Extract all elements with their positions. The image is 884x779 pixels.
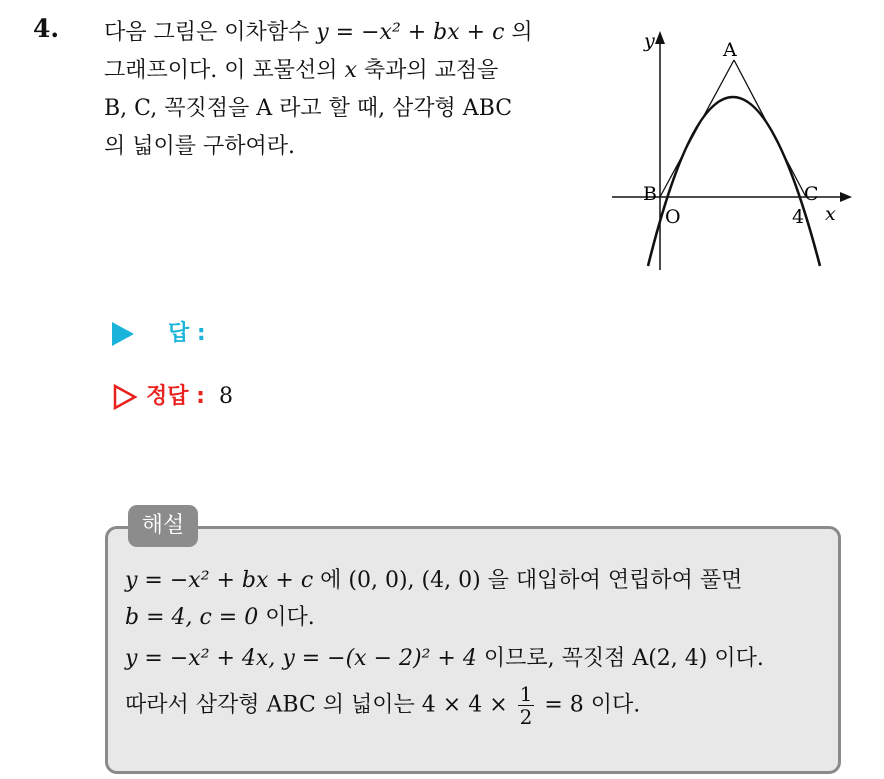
origin-label: O <box>665 206 681 228</box>
question-line-1: 다음 그림은 이차함수 y = −x² + bx + c 의 <box>104 20 533 45</box>
question-number: 4. <box>33 14 60 43</box>
correct-answer-label: 정답 : <box>146 384 205 409</box>
fraction-one-half: $\frac{1}{2}$ <box>519 682 533 729</box>
explanation-line-1: y = −x² + bx + c 에 (0, 0), (4, 0) 을 대입하여 연립하여 풀면 <box>125 568 743 593</box>
math-variable: x <box>344 58 357 83</box>
y-axis-arrow <box>655 31 665 44</box>
question-line-4: 의 넓이를 구하여라. <box>104 134 295 159</box>
outline-triangle-icon <box>112 384 138 410</box>
answer-label: 답 : <box>168 321 206 346</box>
correct-answer-value: 8 <box>218 384 233 409</box>
correct-answer-row <box>112 379 233 410</box>
answer-row <box>112 316 206 347</box>
triangle-side-ab <box>660 60 734 197</box>
math-expression: y = −x² + bx + c <box>316 20 505 45</box>
point-a-label: A <box>723 39 737 61</box>
explanation-line-4: 따라서 삼각형 ABC 의 넓이는 4 × 4 × $\frac{1}{2}$ = 8 이다. <box>125 682 641 729</box>
point-b-label: B <box>643 183 657 205</box>
y-axis-label: y <box>644 30 655 52</box>
triangle-side-ac <box>734 60 806 197</box>
explanation-line-2: b = 4, c = 0 이다. <box>125 605 315 630</box>
explanation-line-3: y = −x² + 4x, y = −(x − 2)² + 4 이므로, 꼭짓점 A(2, 4) 이다. <box>125 646 764 671</box>
parabola-curve <box>648 97 820 266</box>
explanation-tab: 해설 <box>128 505 198 547</box>
x-axis-arrow <box>840 192 852 202</box>
play-triangle-icon <box>112 322 134 346</box>
x-tick-4-label: 4 <box>792 206 805 228</box>
x-axis-label: x <box>825 203 836 225</box>
question-text <box>104 14 594 166</box>
question-line-3: B, C, 꼭짓점을 A 라고 할 때, 삼각형 ABC <box>104 96 513 121</box>
point-c-label: C <box>804 183 819 205</box>
question-line-2: 그래프이다. 이 포물선의 x 축과의 교점을 <box>104 58 499 83</box>
parabola-graph <box>612 20 862 275</box>
